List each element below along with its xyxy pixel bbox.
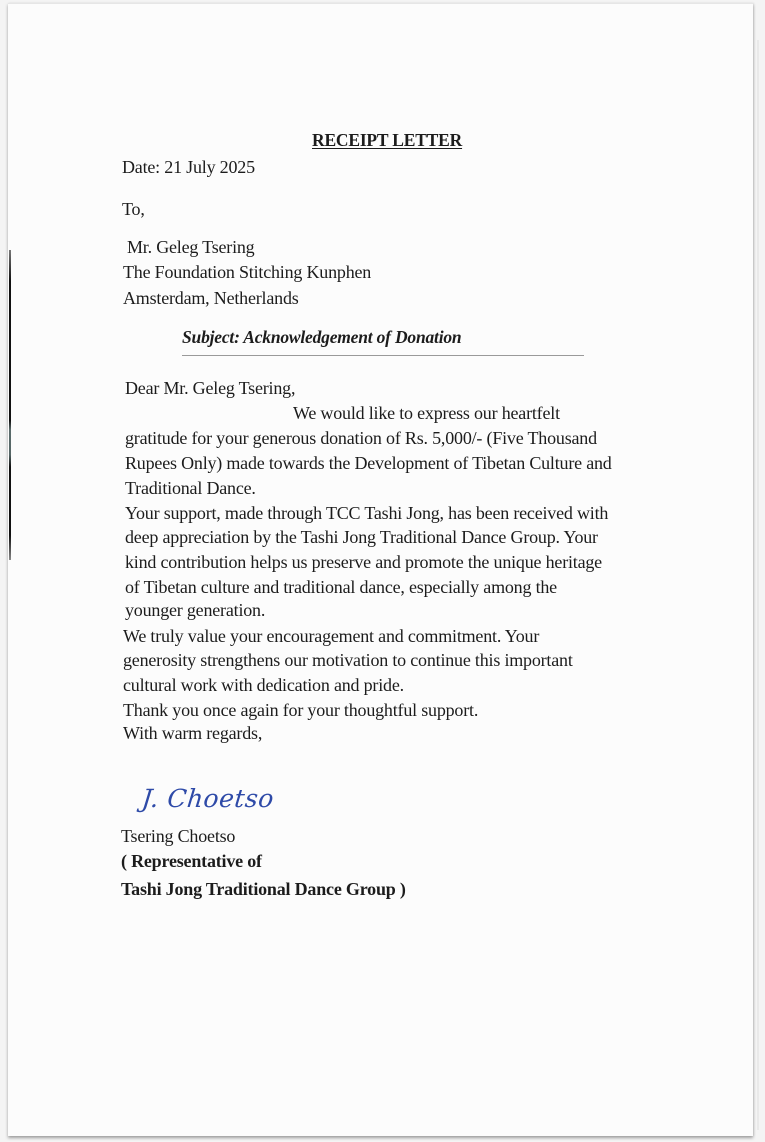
body-line: Rupees Only) made towards the Development of Tibetan Culture and (125, 453, 612, 473)
binding-mark (9, 250, 11, 560)
body-line: Traditional Dance. (125, 478, 256, 498)
body-line: younger generation. (125, 600, 266, 620)
recipient-location: Amsterdam, Netherlands (123, 288, 299, 308)
body-line: We would like to express our heartfelt (293, 403, 560, 423)
subject-line: Subject: Acknowledgement of Donation (182, 327, 462, 347)
salutation: Dear Mr. Geleg Tsering, (125, 378, 296, 398)
body-line: of Tibetan culture and traditional dance, especially among the (125, 577, 557, 597)
page-edge (757, 40, 759, 1130)
letter-date: Date: 21 July 2025 (122, 157, 255, 177)
body-line: gratitude for your generous donation of Rs. 5,000/- (Five Thousand (125, 428, 597, 448)
body-line: Your support, made through TCC Tashi Jong, has been received with (125, 503, 609, 523)
closing: With warm regards, (123, 723, 263, 743)
subject-divider (182, 355, 584, 356)
signatory-name: Tsering Choetso (121, 826, 236, 846)
body-line: deep appreciation by the Tashi Jong Traditional Dance Group. Your (125, 527, 598, 547)
recipient-organization: The Foundation Stitching Kunphen (123, 262, 372, 282)
handwritten-signature: J. Choetso (140, 784, 276, 813)
to-label: To, (122, 199, 145, 219)
body-line: generosity strengthens our motivation to continue this important (123, 650, 573, 670)
body-line: We truly value your encouragement and commitment. Your (123, 626, 540, 646)
recipient-name: Mr. Geleg Tsering (127, 237, 255, 257)
signatory-role-line2: Tashi Jong Traditional Dance Group ) (121, 879, 406, 899)
letter-title: RECEIPT LETTER (312, 130, 463, 150)
body-line: Thank you once again for your thoughtful support. (123, 700, 479, 720)
signatory-role-line1: ( Representative of (121, 851, 262, 871)
body-line: kind contribution helps us preserve and promote the unique heritage (125, 552, 602, 572)
body-line: cultural work with dedication and pride. (123, 675, 404, 695)
